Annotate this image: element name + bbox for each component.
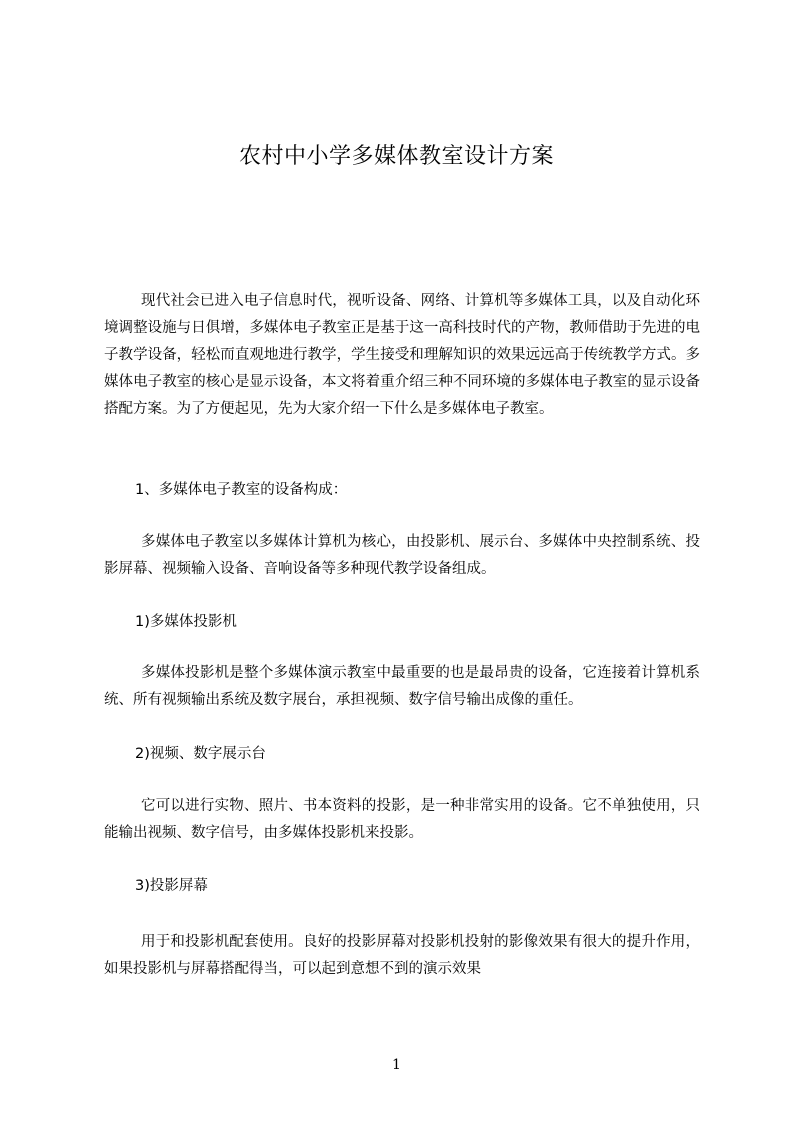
intro-paragraph: 现代社会已进入电子信息时代，视听设备、网络、计算机等多媒体工具，以及自动化环境调整设施与日俱增，多媒体电子教室正是基于这一高科技时代的产物，教师借助于先进的电子教学设备，轻松而直观地进行教学，学生接受和理解知识的效果远远高于传统教学方式。多媒体电子教室的核心是显示设备，本文将着重介绍三种不同环境的多媒体电子教室的显示设备搭配方案。为了方便起见，先为大家介绍一下什么是多媒体电子教室。	[104, 293, 700, 417]
subheading-screen: 3)投影屏幕	[135, 878, 208, 894]
subheading-projector: 1)多媒体投影机	[135, 614, 237, 630]
section-heading-equipment: 1、多媒体电子教室的设备构成：	[135, 482, 348, 498]
composition-paragraph: 多媒体电子教室以多媒体计算机为核心，由投影机、展示台、多媒体中央控制系统、投影屏幕、视频输入设备、音响设备等多种现代教学设备组成。	[104, 534, 700, 577]
document-title: 农村中小学多媒体教室设计方案	[238, 144, 554, 169]
subheading-visualizer: 2)视频、数字展示台	[135, 746, 266, 762]
screen-paragraph: 用于和投影机配套使用。良好的投影屏幕对投影机投射的影像效果有很大的提升作用，如果投影机与屏幕搭配得当，可以起到意想不到的演示效果	[104, 934, 700, 977]
visualizer-paragraph: 它可以进行实物、照片、书本资料的投影，是一种非常实用的设备。它不单独使用，只能输出视频、数字信号，由多媒体投影机来投影。	[104, 798, 700, 841]
projector-paragraph: 多媒体投影机是整个多媒体演示教室中最重要的也是最昂贵的设备，它连接着计算机系统、所有视频输出系统及数字展台，承担视频、数字信号输出成像的重任。	[104, 665, 700, 708]
page-number: 1	[392, 1057, 401, 1073]
